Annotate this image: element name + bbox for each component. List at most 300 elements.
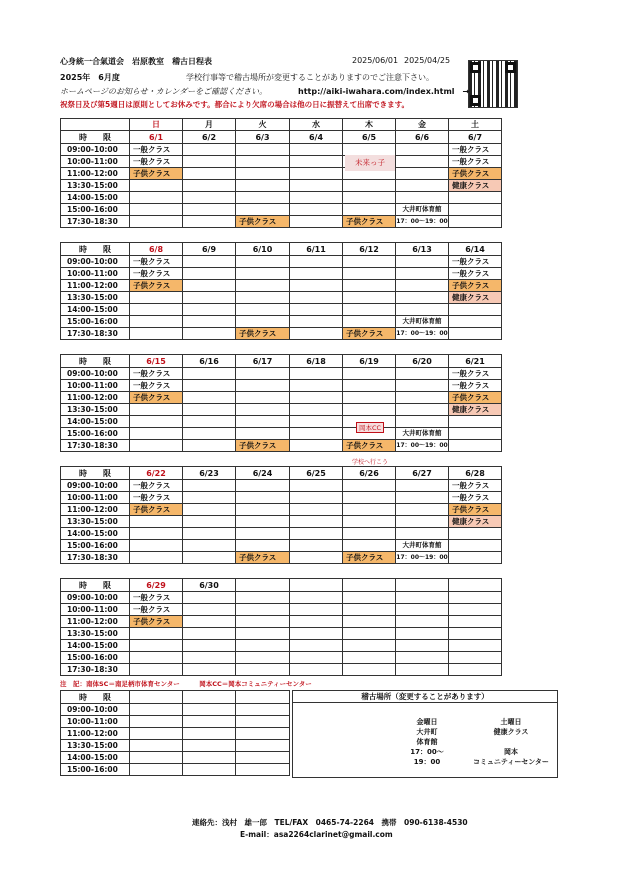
kids-cell: 子供クラス: [130, 616, 183, 628]
table-row: [61, 552, 502, 564]
empty-cell: [290, 592, 343, 604]
date-cell: 6/18: [290, 355, 343, 368]
empty-cell: [183, 192, 236, 204]
empty-cell: [449, 440, 502, 452]
empty-cell: [130, 416, 183, 428]
empty-cell: [183, 380, 236, 392]
empty-cell: [396, 592, 449, 604]
empty-cell: [183, 528, 236, 540]
table-row: [61, 292, 502, 304]
empty-cell: [183, 316, 236, 328]
date-cell: 6/2: [183, 131, 236, 144]
empty-cell: [236, 428, 290, 440]
table-row: [61, 404, 502, 416]
date-cell: [236, 579, 290, 592]
empty-cell: [183, 440, 236, 452]
empty-cell: [396, 180, 449, 192]
empty-cell: [290, 192, 343, 204]
general-cell: 一般クラス: [449, 144, 502, 156]
date-cell: 6/29: [130, 579, 183, 592]
general-cell: 一般クラス: [449, 492, 502, 504]
empty-cell: [183, 728, 236, 740]
weekday-header-row: [61, 119, 502, 131]
empty-cell: [130, 628, 183, 640]
time-period-label: 時 限: [61, 691, 130, 704]
empty-cell: [130, 292, 183, 304]
venue_time-cell: 17：00～19：00: [396, 216, 449, 228]
empty-cell: [396, 368, 449, 380]
time-slot: 17:30-18:30: [61, 552, 130, 564]
empty-cell: [396, 504, 449, 516]
friday-place-line: 19：00: [413, 758, 441, 766]
empty-cell: [183, 392, 236, 404]
empty-cell: [290, 204, 343, 216]
empty-cell: [183, 716, 236, 728]
table-row: [61, 480, 502, 492]
empty-cell: [290, 664, 343, 676]
homepage-url[interactable]: http://aiki-iwahara.com/index.html →: [298, 87, 470, 96]
empty-cell: [183, 416, 236, 428]
date-cell: 6/4: [290, 131, 343, 144]
empty-cell: [130, 440, 183, 452]
time-slot: 14:00-15:00: [61, 192, 130, 204]
general-cell: 一般クラス: [130, 256, 183, 268]
kids-cell: 子供クラス: [236, 216, 290, 228]
empty-cell: [343, 204, 396, 216]
empty-cell: [183, 492, 236, 504]
empty-cell: [396, 480, 449, 492]
weekday-header: 木: [343, 119, 396, 131]
empty-cell: [236, 628, 290, 640]
time-slot: 09:00-10:00: [61, 256, 130, 268]
empty-cell: [130, 304, 183, 316]
empty-cell: [343, 628, 396, 640]
empty-cell: [183, 180, 236, 192]
table-row: [61, 516, 502, 528]
empty-cell: [130, 752, 183, 764]
empty-cell: [343, 180, 396, 192]
school-note: 学校へ行こう: [352, 459, 389, 466]
kids-cell: 子供クラス: [343, 216, 396, 228]
empty-cell: [183, 764, 236, 776]
issue-date: 2025/06/01: [352, 56, 399, 65]
empty-cell: [130, 328, 183, 340]
empty-cell: [130, 216, 183, 228]
empty-cell: [236, 256, 290, 268]
empty-cell: [449, 192, 502, 204]
table-row: [61, 740, 290, 752]
empty-cell: [183, 592, 236, 604]
date-cell: 6/12: [343, 243, 396, 256]
general-cell: 一般クラス: [130, 144, 183, 156]
time-slot: 09:00-10:00: [61, 592, 130, 604]
empty-cell: [396, 416, 449, 428]
general-cell: 一般クラス: [130, 368, 183, 380]
table-row: [61, 268, 502, 280]
training-place-box: [292, 690, 558, 778]
empty-cell: [290, 492, 343, 504]
time-period-label: 時 限: [61, 355, 130, 368]
empty-cell: [449, 592, 502, 604]
empty-cell: [290, 216, 343, 228]
empty-cell: [343, 504, 396, 516]
general-cell: 一般クラス: [449, 380, 502, 392]
table-row: [61, 504, 502, 516]
empty-cell: [343, 392, 396, 404]
empty-cell: [130, 540, 183, 552]
empty-cell: [396, 640, 449, 652]
empty-cell: [130, 316, 183, 328]
mirai-label: 未来っ子: [345, 155, 395, 171]
date-cell: [343, 579, 396, 592]
year-month: 2025年 6月度: [60, 73, 120, 82]
empty-cell: [396, 304, 449, 316]
weekday-header: 月: [183, 119, 236, 131]
schedule-table-week-1: [60, 118, 502, 228]
table-row: [61, 392, 502, 404]
time-period-label: 時 限: [61, 243, 130, 256]
empty-cell: [236, 392, 290, 404]
time-slot: 11:00-12:00: [61, 616, 130, 628]
empty-cell: [290, 528, 343, 540]
place-header-row: [61, 691, 290, 704]
table-row: [61, 144, 502, 156]
general-cell: 一般クラス: [449, 268, 502, 280]
empty-cell: [343, 604, 396, 616]
empty-cell: [236, 316, 290, 328]
empty-cell: [290, 604, 343, 616]
empty-cell: [236, 192, 290, 204]
time-slot: 10:00-11:00: [61, 156, 130, 168]
table-row: [61, 540, 502, 552]
friday-place-line: 体育館: [416, 738, 438, 746]
empty-cell: [290, 516, 343, 528]
empty-cell: [236, 292, 290, 304]
weekday-header: 日: [130, 119, 183, 131]
friday-place-line: 金曜日: [416, 718, 438, 726]
empty-cell: [343, 316, 396, 328]
date-cell: 6/30: [183, 579, 236, 592]
empty-cell: [236, 480, 290, 492]
time-slot: 10:00-11:00: [61, 380, 130, 392]
empty-cell: [236, 640, 290, 652]
schedule-table-week-5: [60, 578, 502, 676]
date-cell: 6/13: [396, 243, 449, 256]
saturday-place-line: コミュニティーセンター: [473, 758, 549, 766]
page-title: 心身統一合氣道会 岩原教室 稽古日程表: [60, 57, 212, 66]
date-cell: 6/6: [396, 131, 449, 144]
time-slot: 15:00-16:00: [61, 540, 130, 552]
table-row: [61, 180, 502, 192]
time-slot: 17:30-18:30: [61, 328, 130, 340]
empty-cell: [236, 156, 290, 168]
friday-place-line: 大井町: [416, 728, 438, 736]
training-place-title: 稽古場所（変更することがあります）: [293, 691, 557, 703]
saturday-place-line: 土曜日: [500, 718, 522, 726]
empty-cell: [290, 616, 343, 628]
time-slot: 15:00-16:00: [61, 764, 130, 776]
empty-cell: [236, 492, 290, 504]
empty-cell: [236, 616, 290, 628]
general-cell: 一般クラス: [449, 156, 502, 168]
empty-cell: [130, 516, 183, 528]
table-row: [61, 368, 502, 380]
empty-cell: [183, 480, 236, 492]
date-cell: 6/7: [449, 131, 502, 144]
empty-cell: [343, 540, 396, 552]
time-slot: 13:30-15:00: [61, 180, 130, 192]
table-row: [61, 616, 502, 628]
table-row: [61, 216, 502, 228]
general-cell: 一般クラス: [130, 592, 183, 604]
time-period-label: 時 限: [61, 131, 130, 144]
empty-cell: [236, 716, 290, 728]
time-slot: 10:00-11:00: [61, 604, 130, 616]
table-row: [61, 328, 502, 340]
contact-email: E-mail：asa2264clarinet@gmail.com: [240, 830, 393, 839]
empty-cell: [130, 404, 183, 416]
date-cell: 6/14: [449, 243, 502, 256]
schedule-table-week-2: [60, 242, 502, 340]
empty-cell: [343, 192, 396, 204]
empty-cell: [290, 180, 343, 192]
empty-cell: [236, 304, 290, 316]
empty-cell: [449, 428, 502, 440]
time-period-label: 時 限: [61, 579, 130, 592]
empty-cell: [343, 528, 396, 540]
general-cell: 一般クラス: [130, 268, 183, 280]
schedule-table-week-3: [60, 354, 502, 452]
date-cell: 6/15: [130, 355, 183, 368]
empty-cell: [183, 404, 236, 416]
empty-cell: [396, 192, 449, 204]
time-slot: 17:30-18:30: [61, 216, 130, 228]
table-row: [61, 764, 290, 776]
date-cell: 6/24: [236, 467, 290, 480]
empty-cell: [290, 440, 343, 452]
empty-cell: [396, 292, 449, 304]
table-row: [61, 440, 502, 452]
empty-cell: [183, 268, 236, 280]
empty-cell: [236, 604, 290, 616]
general-cell: 一般クラス: [130, 604, 183, 616]
date-cell: 6/22: [130, 467, 183, 480]
empty-cell: [290, 628, 343, 640]
empty-cell: [290, 540, 343, 552]
empty-cell: [236, 728, 290, 740]
table-row: [61, 640, 502, 652]
empty-cell: [396, 492, 449, 504]
empty-cell: [290, 380, 343, 392]
time-slot: 10:00-11:00: [61, 268, 130, 280]
empty-cell: [130, 552, 183, 564]
empty-cell: [396, 628, 449, 640]
kids-cell: 子供クラス: [130, 280, 183, 292]
change-notice: 学校行事等で稽古場所が変更することがありますのでご注意下さい。: [186, 73, 434, 82]
empty-cell: [290, 640, 343, 652]
empty-cell: [396, 168, 449, 180]
time-slot: 13:30-15:00: [61, 628, 130, 640]
general-cell: 一般クラス: [449, 256, 502, 268]
time-slot: 13:30-15:00: [61, 516, 130, 528]
table-row: [61, 304, 502, 316]
empty-cell: [236, 144, 290, 156]
table-row: [61, 256, 502, 268]
venue_time-cell: 17：00～19：00: [396, 440, 449, 452]
empty-cell: [236, 404, 290, 416]
time-slot: 15:00-16:00: [61, 204, 130, 216]
empty-cell: [343, 592, 396, 604]
empty-cell: [449, 216, 502, 228]
general-cell: 一般クラス: [130, 480, 183, 492]
empty-cell: [343, 144, 396, 156]
empty-cell: [183, 304, 236, 316]
date-header-row: [61, 467, 502, 480]
empty-cell: [130, 640, 183, 652]
empty-cell: [290, 280, 343, 292]
empty-cell: [449, 528, 502, 540]
kids-cell: 子供クラス: [449, 168, 502, 180]
empty-cell: [343, 280, 396, 292]
table-row: [61, 652, 502, 664]
empty-cell: [396, 652, 449, 664]
empty-cell: [183, 740, 236, 752]
empty-cell: [290, 268, 343, 280]
time-slot: 10:00-11:00: [61, 716, 130, 728]
time-slot: 09:00-10:00: [61, 704, 130, 716]
time-slot: 13:30-15:00: [61, 404, 130, 416]
empty-cell: [236, 280, 290, 292]
empty-cell: [183, 516, 236, 528]
empty-cell: [130, 528, 183, 540]
empty-cell: [183, 752, 236, 764]
date-header-row: [61, 243, 502, 256]
time-slot: 09:00-10:00: [61, 480, 130, 492]
time-slot: 14:00-15:00: [61, 528, 130, 540]
time-slot: 10:00-11:00: [61, 492, 130, 504]
empty-cell: [290, 316, 343, 328]
empty-cell: [290, 156, 343, 168]
empty-cell: [183, 368, 236, 380]
table-row: [61, 380, 502, 392]
empty-cell: [449, 640, 502, 652]
empty-cell: [130, 180, 183, 192]
empty-cell: [183, 256, 236, 268]
empty-cell: [290, 404, 343, 416]
empty-cell: [130, 764, 183, 776]
date-header-row: [61, 355, 502, 368]
empty-cell: [396, 404, 449, 416]
venue-cell: 大井町体育館: [396, 428, 449, 440]
time-slot: 14:00-15:00: [61, 640, 130, 652]
okamoto-label: 岡本CC: [356, 422, 384, 433]
general-cell: 一般クラス: [130, 380, 183, 392]
health-cell: 健康クラス: [449, 292, 502, 304]
date-cell: 6/27: [396, 467, 449, 480]
kids-cell: 子供クラス: [343, 552, 396, 564]
date-cell: 6/11: [290, 243, 343, 256]
time-slot: 11:00-12:00: [61, 392, 130, 404]
empty-cell: [236, 504, 290, 516]
empty-cell: [449, 316, 502, 328]
venue-cell: 大井町体育館: [396, 204, 449, 216]
date-cell: 6/5: [343, 131, 396, 144]
empty-cell: [183, 540, 236, 552]
empty-cell: [343, 640, 396, 652]
qr-code-icon: [468, 60, 518, 108]
empty-cell: [236, 268, 290, 280]
homepage-note: ホームページのお知らせ・カレンダーをご確認ください。: [60, 87, 268, 96]
holiday-note: 祝祭日及び第5週日は原則としてお休みです。都合により欠席の場合は他の日に振替えて出席できます。: [60, 100, 410, 109]
empty-cell: [183, 428, 236, 440]
place-time-table: [60, 690, 290, 776]
date-cell: 6/28: [449, 467, 502, 480]
time-slot: 14:00-15:00: [61, 304, 130, 316]
empty-cell: [290, 428, 343, 440]
empty-cell: [343, 256, 396, 268]
time-slot: 15:00-16:00: [61, 428, 130, 440]
empty-cell: [236, 204, 290, 216]
empty-cell: [449, 664, 502, 676]
saturday-place-line: 健康クラス: [493, 728, 529, 736]
date-header-row: [61, 131, 502, 144]
date-cell: 6/20: [396, 355, 449, 368]
empty-cell: [343, 292, 396, 304]
empty-cell: [290, 552, 343, 564]
date-cell: 6/26: [343, 467, 396, 480]
table-row: [61, 492, 502, 504]
empty-cell: [236, 416, 290, 428]
kids-cell: 子供クラス: [236, 440, 290, 452]
table-row: [61, 416, 502, 428]
time-slot: 11:00-12:00: [61, 728, 130, 740]
empty-cell: [183, 280, 236, 292]
date-cell: 6/19: [343, 355, 396, 368]
empty-cell: [236, 540, 290, 552]
time-slot: 09:00-10:00: [61, 368, 130, 380]
empty-cell: [290, 416, 343, 428]
kids-cell: 子供クラス: [449, 392, 502, 404]
general-cell: 一般クラス: [130, 156, 183, 168]
saturday-place: [471, 717, 551, 767]
empty-cell: [183, 664, 236, 676]
venue_time-cell: 17：00～19：00: [396, 328, 449, 340]
venue_time-cell: 17：00～19：00: [396, 552, 449, 564]
kids-cell: 子供クラス: [236, 328, 290, 340]
time-slot: 15:00-16:00: [61, 316, 130, 328]
kids-cell: 子供クラス: [130, 504, 183, 516]
revision-date: 2025/04/25: [404, 56, 451, 65]
empty-cell: [343, 368, 396, 380]
health-cell: 健康クラス: [449, 180, 502, 192]
empty-cell: [290, 144, 343, 156]
time-slot: 11:00-12:00: [61, 168, 130, 180]
date-cell: 6/16: [183, 355, 236, 368]
empty-cell: [449, 652, 502, 664]
empty-cell: [396, 528, 449, 540]
time-slot: 11:00-12:00: [61, 504, 130, 516]
contact-info: 連絡先：浅村 雄一郎 TEL/FAX 0465-74-2264 携帯 090-6138-4530: [192, 818, 468, 827]
empty-cell: [236, 168, 290, 180]
empty-cell: [130, 204, 183, 216]
table-row: [61, 592, 502, 604]
kids-cell: 子供クラス: [449, 504, 502, 516]
general-cell: 一般クラス: [449, 368, 502, 380]
empty-cell: [236, 704, 290, 716]
health-cell: 健康クラス: [449, 516, 502, 528]
empty-cell: [130, 716, 183, 728]
table-row: [61, 156, 502, 168]
